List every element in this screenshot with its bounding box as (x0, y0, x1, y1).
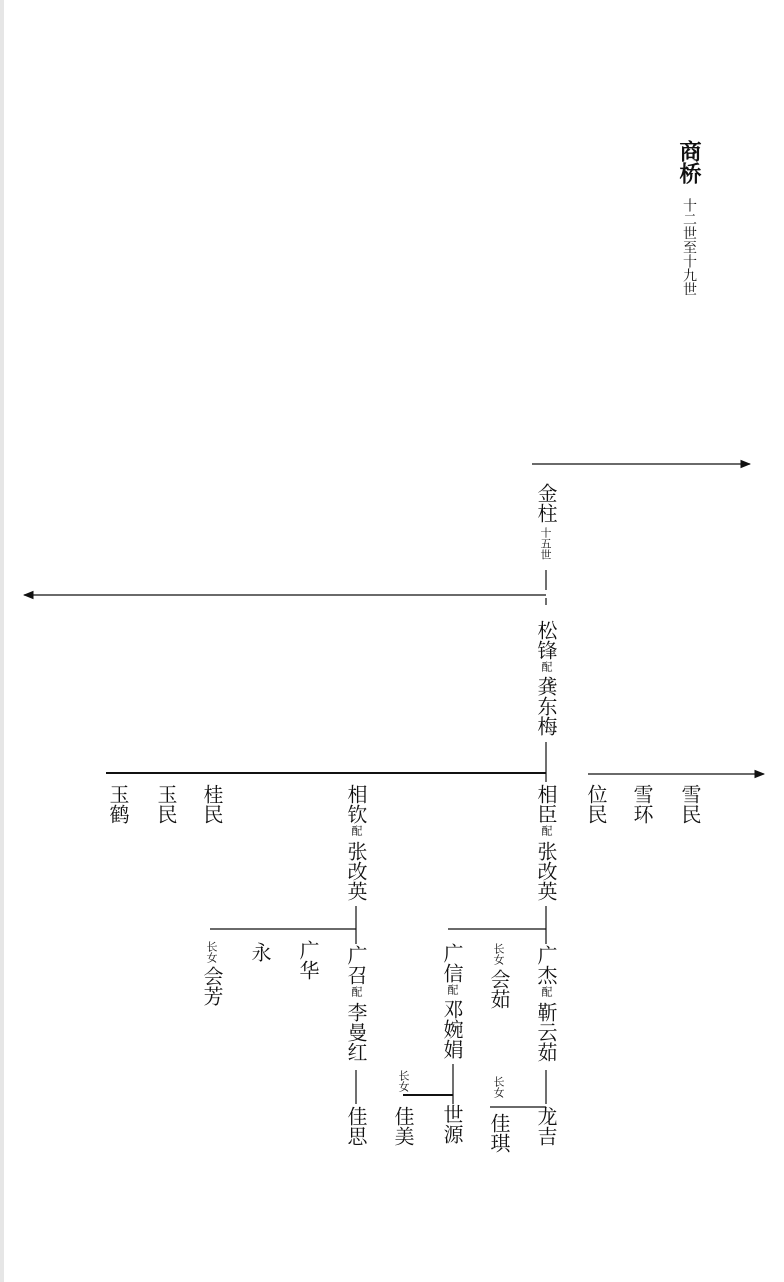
person-yumin: 玉民 (154, 784, 178, 824)
page-title: 商桥 (676, 140, 702, 184)
person-jinzhu: 金柱 (534, 483, 558, 523)
person-xiangchen: 相臣 (534, 784, 558, 824)
generation-range: 十二世至十九世 (681, 198, 697, 296)
person-xiangqin: 相钦 (344, 784, 368, 824)
person-guanghua: 广华 (296, 940, 320, 980)
person-jiasi: 佳思 (344, 1106, 368, 1146)
person-yong: 永 (248, 942, 272, 962)
spouse-marker: 配 (540, 986, 553, 997)
spouse-marker: 配 (540, 825, 553, 836)
spouse-guangxin: 邓婉娟 (440, 999, 464, 1059)
daughter-marker: 长女 (397, 1070, 410, 1092)
spouse-xiangchen: 张改英 (534, 841, 558, 901)
spouse-guangjie: 靳云茹 (534, 1002, 558, 1062)
person-huifang: 会芳 (200, 966, 224, 1006)
person-songfeng: 松锋 (534, 620, 558, 660)
spouse-xiangqin: 张改英 (344, 841, 368, 901)
spouse-marker: 配 (350, 825, 363, 836)
person-xuemin: 雪民 (678, 784, 702, 824)
person-jiaqi: 佳琪 (487, 1113, 511, 1153)
spouse-marker: 配 (540, 661, 553, 672)
spouse-marker: 配 (446, 984, 459, 995)
person-guangzhao: 广召 (344, 945, 368, 985)
person-weimin: 位民 (584, 784, 608, 824)
person-guimin: 桂民 (200, 784, 224, 824)
person-huiru: 会茹 (487, 969, 511, 1009)
person-xuehuan: 雪环 (630, 784, 654, 824)
spouse-marker: 配 (350, 986, 363, 997)
daughter-marker: 长女 (492, 1076, 505, 1098)
person-yuhe: 玉鹤 (106, 784, 130, 824)
spouse-guangzhao: 李曼红 (344, 1002, 368, 1062)
person-jiamei: 佳美 (391, 1106, 415, 1146)
daughter-marker: 长女 (205, 941, 218, 963)
spouse-songfeng: 龚东梅 (534, 676, 558, 736)
person-shiyuan: 世源 (440, 1104, 464, 1144)
generation-badge: 十五世 (539, 527, 552, 560)
daughter-marker: 长女 (492, 943, 505, 965)
person-guangxin: 广信 (440, 943, 464, 983)
person-guangjie: 广杰 (534, 945, 558, 985)
person-longji: 龙吉 (534, 1106, 558, 1146)
